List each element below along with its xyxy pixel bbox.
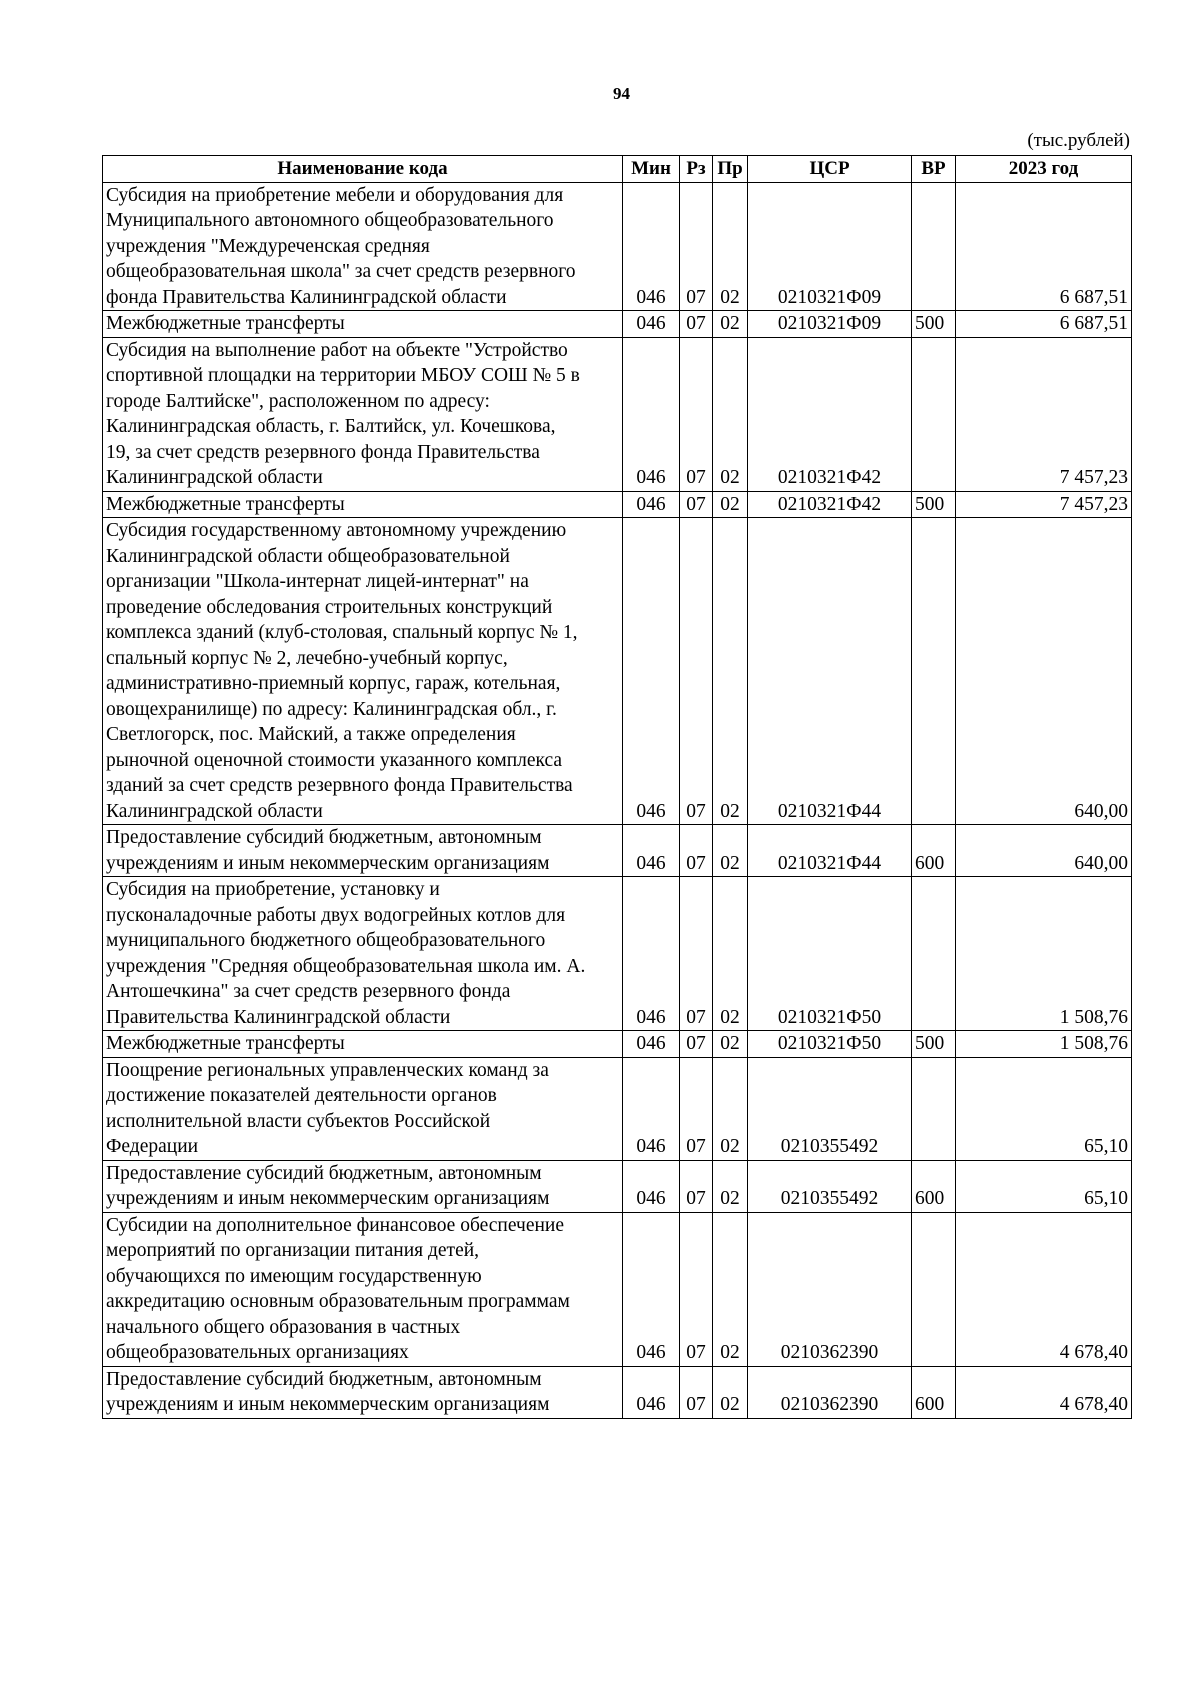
cell-pr: 02 xyxy=(713,311,748,338)
cell-amount: 640,00 xyxy=(956,825,1132,877)
header-amount: 2023 год xyxy=(956,156,1132,183)
cell-vr: 600 xyxy=(912,1366,956,1418)
cell-vr: 600 xyxy=(912,1160,956,1212)
cell-min: 046 xyxy=(623,1057,680,1160)
cell-min: 046 xyxy=(623,825,680,877)
cell-rz: 07 xyxy=(680,311,713,338)
table-row xyxy=(103,877,1132,1031)
cell-min: 046 xyxy=(623,1031,680,1058)
header-pr: Пр xyxy=(713,156,748,183)
cell-amount: 65,10 xyxy=(956,1160,1132,1212)
cell-rz: 07 xyxy=(680,1031,713,1058)
cell-pr: 02 xyxy=(713,337,748,491)
cell-rz: 07 xyxy=(680,877,713,1031)
cell-name: Межбюджетные трансферты xyxy=(103,1031,623,1058)
cell-vr xyxy=(912,518,956,825)
cell-csr: 0210362390 xyxy=(748,1212,912,1366)
cell-rz: 07 xyxy=(680,1160,713,1212)
cell-pr: 02 xyxy=(713,825,748,877)
cell-pr: 02 xyxy=(713,1160,748,1212)
cell-min: 046 xyxy=(623,491,680,518)
cell-pr: 02 xyxy=(713,491,748,518)
header-vr: ВР xyxy=(912,156,956,183)
cell-amount: 7 457,23 xyxy=(956,337,1132,491)
table-row xyxy=(103,182,1132,311)
table-row xyxy=(103,518,1132,825)
cell-csr: 0210321Ф09 xyxy=(748,182,912,311)
table-row xyxy=(103,1057,1132,1160)
cell-csr: 0210362390 xyxy=(748,1366,912,1418)
cell-vr: 600 xyxy=(912,825,956,877)
cell-name: Поощрение региональных управленческих команд за достижение показателей деятельности органов исполнительной власти субъектов Российской Федерации xyxy=(103,1057,623,1160)
cell-csr: 0210321Ф50 xyxy=(748,1031,912,1058)
cell-pr: 02 xyxy=(713,518,748,825)
cell-name: Предоставление субсидий бюджетным, автономным учреждениям и иным некоммерческим организациям xyxy=(103,1160,623,1212)
header-name: Наименование кода xyxy=(103,156,623,183)
cell-pr: 02 xyxy=(713,1057,748,1160)
units-label: (тыс.рублей) xyxy=(1027,130,1130,151)
cell-amount: 640,00 xyxy=(956,518,1132,825)
cell-rz: 07 xyxy=(680,518,713,825)
cell-name: Предоставление субсидий бюджетным, автономным учреждениям и иным некоммерческим организациям xyxy=(103,825,623,877)
table-body xyxy=(103,182,1132,1418)
cell-min: 046 xyxy=(623,1212,680,1366)
cell-csr: 0210321Ф42 xyxy=(748,337,912,491)
cell-amount: 65,10 xyxy=(956,1057,1132,1160)
header-min: Мин xyxy=(623,156,680,183)
cell-rz: 07 xyxy=(680,1366,713,1418)
cell-min: 046 xyxy=(623,1366,680,1418)
cell-vr xyxy=(912,1057,956,1160)
cell-vr xyxy=(912,877,956,1031)
cell-amount: 6 687,51 xyxy=(956,311,1132,338)
cell-vr xyxy=(912,182,956,311)
cell-min: 046 xyxy=(623,182,680,311)
cell-csr: 0210321Ф44 xyxy=(748,825,912,877)
cell-csr: 0210355492 xyxy=(748,1160,912,1212)
cell-vr xyxy=(912,1212,956,1366)
cell-amount: 4 678,40 xyxy=(956,1366,1132,1418)
cell-min: 046 xyxy=(623,311,680,338)
page-number: 94 xyxy=(613,84,630,103)
header-rz: Рз xyxy=(680,156,713,183)
cell-rz: 07 xyxy=(680,1212,713,1366)
cell-min: 046 xyxy=(623,1160,680,1212)
cell-name: Субсидия на приобретение мебели и оборудования для Муниципального автономного общеобразовательного учреждения "Междуреченская средняя общеобразовательная школа" за счет средств резервного фонда Правительства Калининградской области xyxy=(103,182,623,311)
cell-pr: 02 xyxy=(713,877,748,1031)
cell-name: Субсидия государственному автономному учреждению Калининградской области общеобразовательной организации "Школа-интернат лицей-интернат" на проведение обследования строительных конструкций комплекса зданий (клуб-столовая, спальный корпус № 1, спальный корпус № 2, лечебно-учебный корпус, административно-приемный корпус, гараж, котельная, овощехранилище) по адресу: Калининградская обл., г. Светлогорск, пос. Майский, а также определения рыночной оценочной стоимости указанного комплекса зданий за счет средств резервного фонда Правительства Калининградской области xyxy=(103,518,623,825)
table-row xyxy=(103,1212,1132,1366)
cell-amount: 1 508,76 xyxy=(956,877,1132,1031)
cell-csr: 0210321Ф44 xyxy=(748,518,912,825)
cell-name: Межбюджетные трансферты xyxy=(103,491,623,518)
cell-amount: 4 678,40 xyxy=(956,1212,1132,1366)
cell-rz: 07 xyxy=(680,825,713,877)
cell-amount: 7 457,23 xyxy=(956,491,1132,518)
cell-min: 046 xyxy=(623,518,680,825)
cell-csr: 0210355492 xyxy=(748,1057,912,1160)
cell-pr: 02 xyxy=(713,1366,748,1418)
table-header xyxy=(103,156,1132,183)
cell-vr xyxy=(912,337,956,491)
cell-name: Предоставление субсидий бюджетным, автономным учреждениям и иным некоммерческим организациям xyxy=(103,1366,623,1418)
table-row xyxy=(103,337,1132,491)
cell-csr: 0210321Ф42 xyxy=(748,491,912,518)
header-row xyxy=(103,156,1132,183)
cell-name: Субсидии на дополнительное финансовое обеспечение мероприятий по организации питания детей, обучающихся по имеющим государственную аккредитацию основным образовательным программам начального общего образования в частных общеобразовательных организациях xyxy=(103,1212,623,1366)
cell-pr: 02 xyxy=(713,1031,748,1058)
cell-amount: 1 508,76 xyxy=(956,1031,1132,1058)
cell-min: 046 xyxy=(623,877,680,1031)
cell-amount: 6 687,51 xyxy=(956,182,1132,311)
cell-name: Субсидия на выполнение работ на объекте "Устройство спортивной площадки на территории МБОУ СОШ № 5 в городе Балтийске", расположенном по адресу: Калининградская область, г. Балтийск, ул. Кочешкова, 19, за счет средств резервного фонда Правительства Калининградской области xyxy=(103,337,623,491)
cell-pr: 02 xyxy=(713,182,748,311)
table-row xyxy=(103,311,1132,338)
table-row xyxy=(103,825,1132,877)
cell-vr: 500 xyxy=(912,311,956,338)
cell-rz: 07 xyxy=(680,337,713,491)
table-row xyxy=(103,1031,1132,1058)
cell-csr: 0210321Ф50 xyxy=(748,877,912,1031)
cell-rz: 07 xyxy=(680,1057,713,1160)
cell-min: 046 xyxy=(623,337,680,491)
cell-vr: 500 xyxy=(912,1031,956,1058)
budget-table xyxy=(102,155,1132,1419)
cell-pr: 02 xyxy=(713,1212,748,1366)
cell-vr: 500 xyxy=(912,491,956,518)
table-row xyxy=(103,1366,1132,1418)
table-row xyxy=(103,1160,1132,1212)
cell-rz: 07 xyxy=(680,491,713,518)
header-csr: ЦСР xyxy=(748,156,912,183)
cell-name: Межбюджетные трансферты xyxy=(103,311,623,338)
cell-name: Субсидия на приобретение, установку и пусконаладочные работы двух водогрейных котлов для муниципального бюджетного общеобразовательного учреждения "Средняя общеобразовательная школа им. А. Антошечкина" за счет средств резервного фонда Правительства Калининградской области xyxy=(103,877,623,1031)
cell-rz: 07 xyxy=(680,182,713,311)
cell-csr: 0210321Ф09 xyxy=(748,311,912,338)
table-row xyxy=(103,491,1132,518)
